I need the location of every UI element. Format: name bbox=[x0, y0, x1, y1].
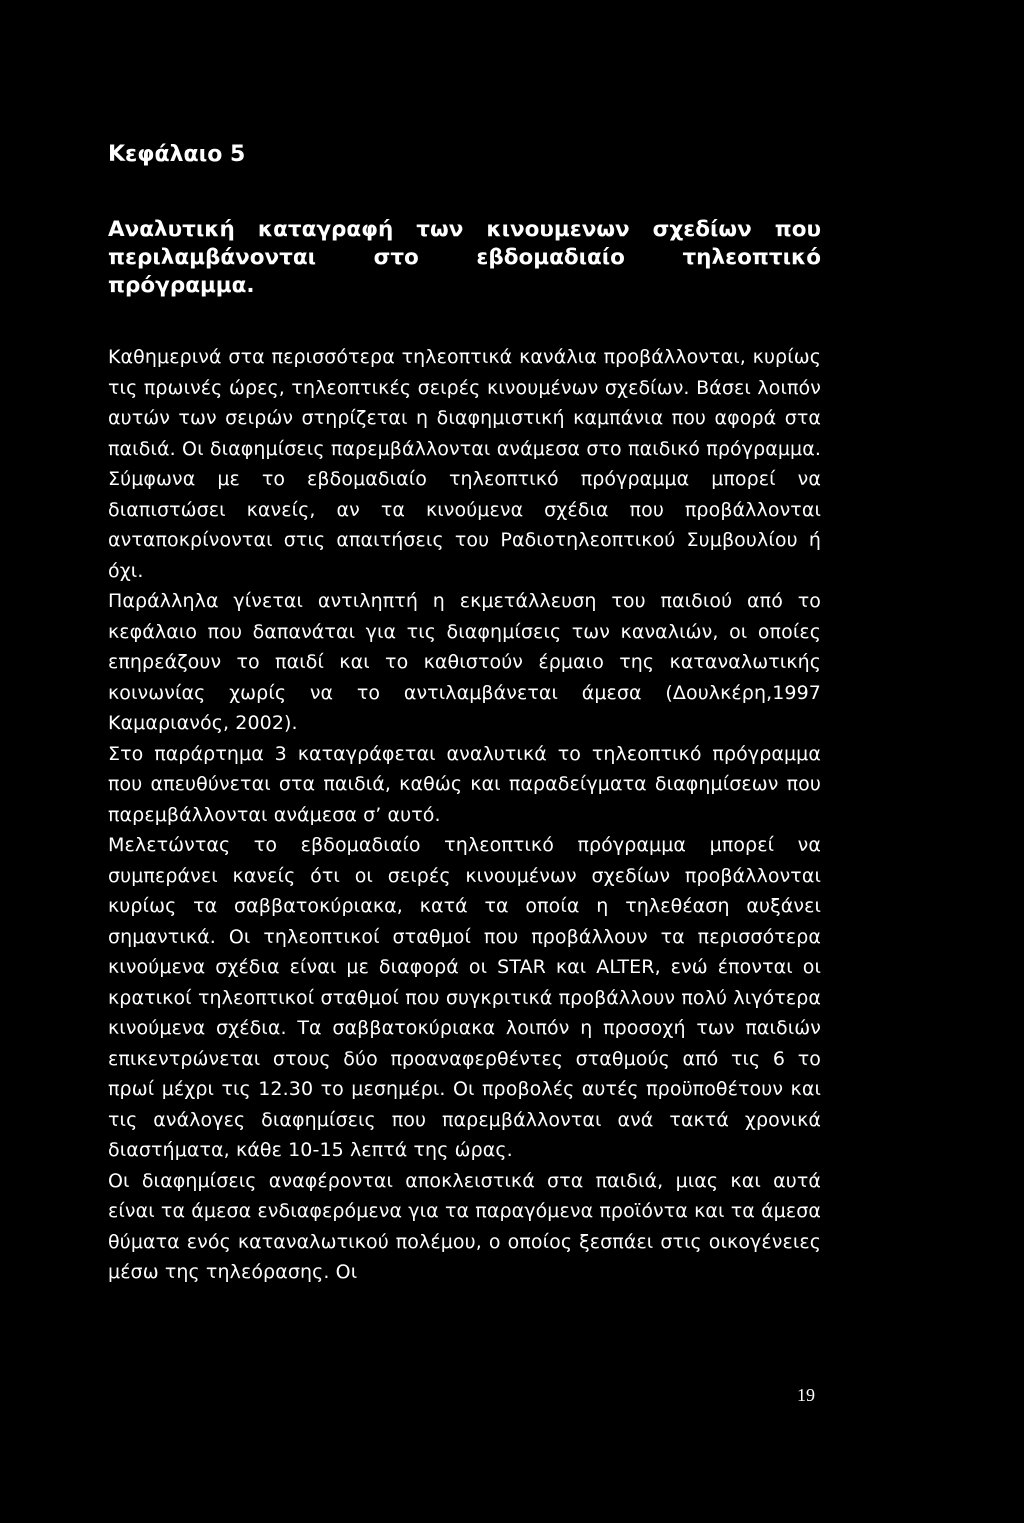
chapter-heading: Κεφάλαιο 5 bbox=[108, 142, 246, 167]
section-title: Αναλυτική καταγραφή των κινουμενων σχεδίων που περιλαμβάνονται στο εβδομαδιαίο τηλεοπτικό πρόγραμμα. bbox=[108, 217, 821, 298]
page-number: 19 bbox=[797, 1385, 815, 1405]
paragraph: Στο παράρτημα 3 καταγράφεται αναλυτικά το τηλεοπτικό πρόγραμμα που απευθύνεται στα παιδιά, καθώς και παραδείγματα διαφημίσεων που παρεμβάλλονται ανάμεσα σ’ αυτό. bbox=[108, 742, 821, 826]
paragraph: Οι διαφημίσεις αναφέρονται αποκλειστικά στα παιδιά, μιας και αυτά είναι τα άμεσα ενδιαφερόμενα για τα παραγόμενα προϊόντα και τα άμεσα θύματα ενός καταναλωτικού πολέμου, ο οποίος ξεσπάει στις οικογένειες μέσω της τηλεόρασης. Οι bbox=[108, 1169, 821, 1283]
page-content bbox=[108, 140, 821, 1288]
body-text bbox=[108, 342, 821, 1288]
paragraph: Καθημερινά στα περισσότερα τηλεοπτικά κανάλια προβάλλονται, κυρίως τις πρωινές ώρες, τηλεοπτικές σειρές κινουμένων σχεδίων. Βάσει λοιπόν αυτών των σειρών στηρίζεται η διαφημιστική καμπάνια που αφορά στα παιδιά. Οι διαφημίσεις παρεμβάλλονται ανάμεσα στο παιδικό πρόγραμμα. Σύμφωνα με το εβδομαδιαίο τηλεοπτικό πρόγραμμα μπορεί να διαπιστώσει κανείς, αν τα κινούμενα σχέδια που προβάλλονται ανταποκρίνονται στις απαιτήσεις του Ραδιοτηλεοπτικού Συμβουλίου ή όχι. bbox=[108, 346, 821, 582]
paragraph: Παράλληλα γίνεται αντιληπτή η εκμετάλλευση του παιδιού από το κεφάλαιο που δαπανάται για τις διαφημίσεις των καναλιών, οι οποίες επηρεάζουν το παιδί και το καθιστούν έρμαιο της καταναλωτικής κοινωνίας χωρίς να το αντιλαμβάνεται άμεσα (Δουλκέρη,1997 Καμαριανός, 2002). bbox=[108, 590, 821, 734]
paragraph: Μελετώντας το εβδομαδιαίο τηλεοπτικό πρόγραμμα μπορεί να συμπεράνει κανείς ότι οι σειρές κινουμένων σχεδίων προβάλλονται κυρίως τα σαββατοκύριακα, κατά τα οποία η τηλεθέαση αυξάνει σημαντικά. Οι τηλεοπτικοί σταθμοί που προβάλλουν τα περισσότερα κινούμενα σχέδια είναι με διαφορά οι STAR και ALTER, ενώ έπονται οι κρατικοί τηλεοπτικοί σταθμοί που συγκριτικά προβάλλουν πολύ λιγότερα κινούμενα σχέδια. Τα σαββατοκύριακα λοιπόν η προσοχή των παιδιών επικεντρώνεται στους δύο προαναφερθέντες σταθμούς από τις 6 το πρωί μέχρι τις 12.30 το μεσημέρι. Οι προβολές αυτές προϋποθέτουν και τις ανάλογες διαφημίσεις που παρεμβάλλονται ανά τακτά χρονικά διαστήματα, κάθε 10-15 λεπτά της ώρας. bbox=[108, 834, 821, 1161]
